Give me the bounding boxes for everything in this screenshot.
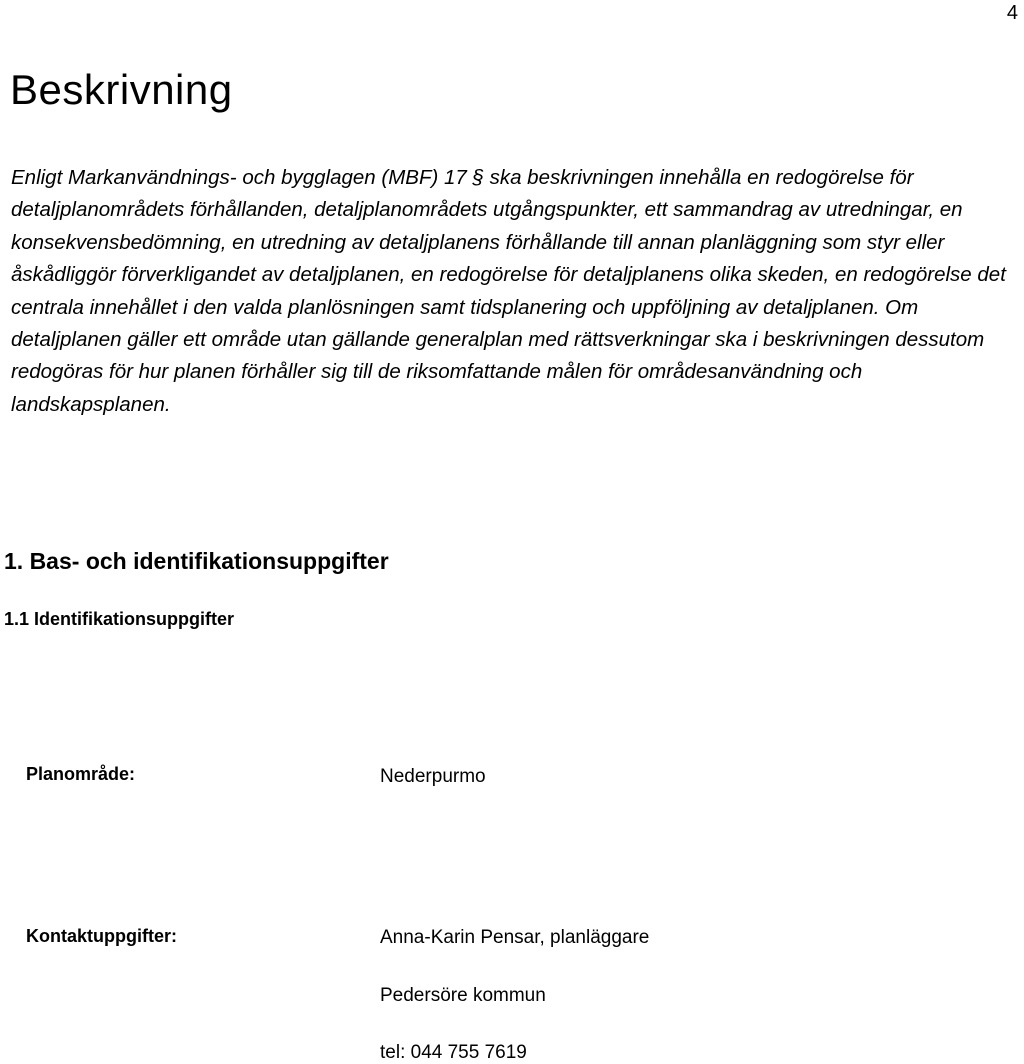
contact-label: Kontaktuppgifter: [26,926,177,946]
contact-organization: Pedersöre kommun [380,985,546,1006]
contact-phone: tel: 044 755 7619 [380,1042,527,1063]
intro-paragraph: Enligt Markanvändnings- och bygglagen (MBF) 17 § ska beskrivningen innehålla en redogörelse för detaljplanområdets förhållanden, detaljplanområdets utgångspunkter, ett sammandrag av utredningar, en konsekvensbedömning, en utredning av detaljplanens förhållande till annan planläggning som styr eller åskådliggör förverkligandet av detaljplanen, en redogörelse för detaljplanens olika skeden, en redogörelse det centrala innehållet i den valda planlösningen samt tidsplanering och uppföljning av detaljplanen. Om detaljplanen gäller ett område utan gällande generalplan med rättsverkningar ska i beskrivningen dessutom redogöras för hur planen förhåller sig till de riksomfattande målen för områdesanvändning och landskapsplanen. [11,166,1006,416]
subsection-title: 1.1 Identifikationsuppgifter [4,609,235,629]
plan-area-value: Nederpurmo [380,766,486,787]
section-title: 1. Bas- och identifikationsuppgifter [4,548,389,574]
plan-area-label: Planområde: [26,764,136,784]
contact-name: Anna-Karin Pensar, planläggare [380,927,650,948]
page-heading: Beskrivning [10,66,233,113]
page-number: 4 [1006,2,1018,24]
